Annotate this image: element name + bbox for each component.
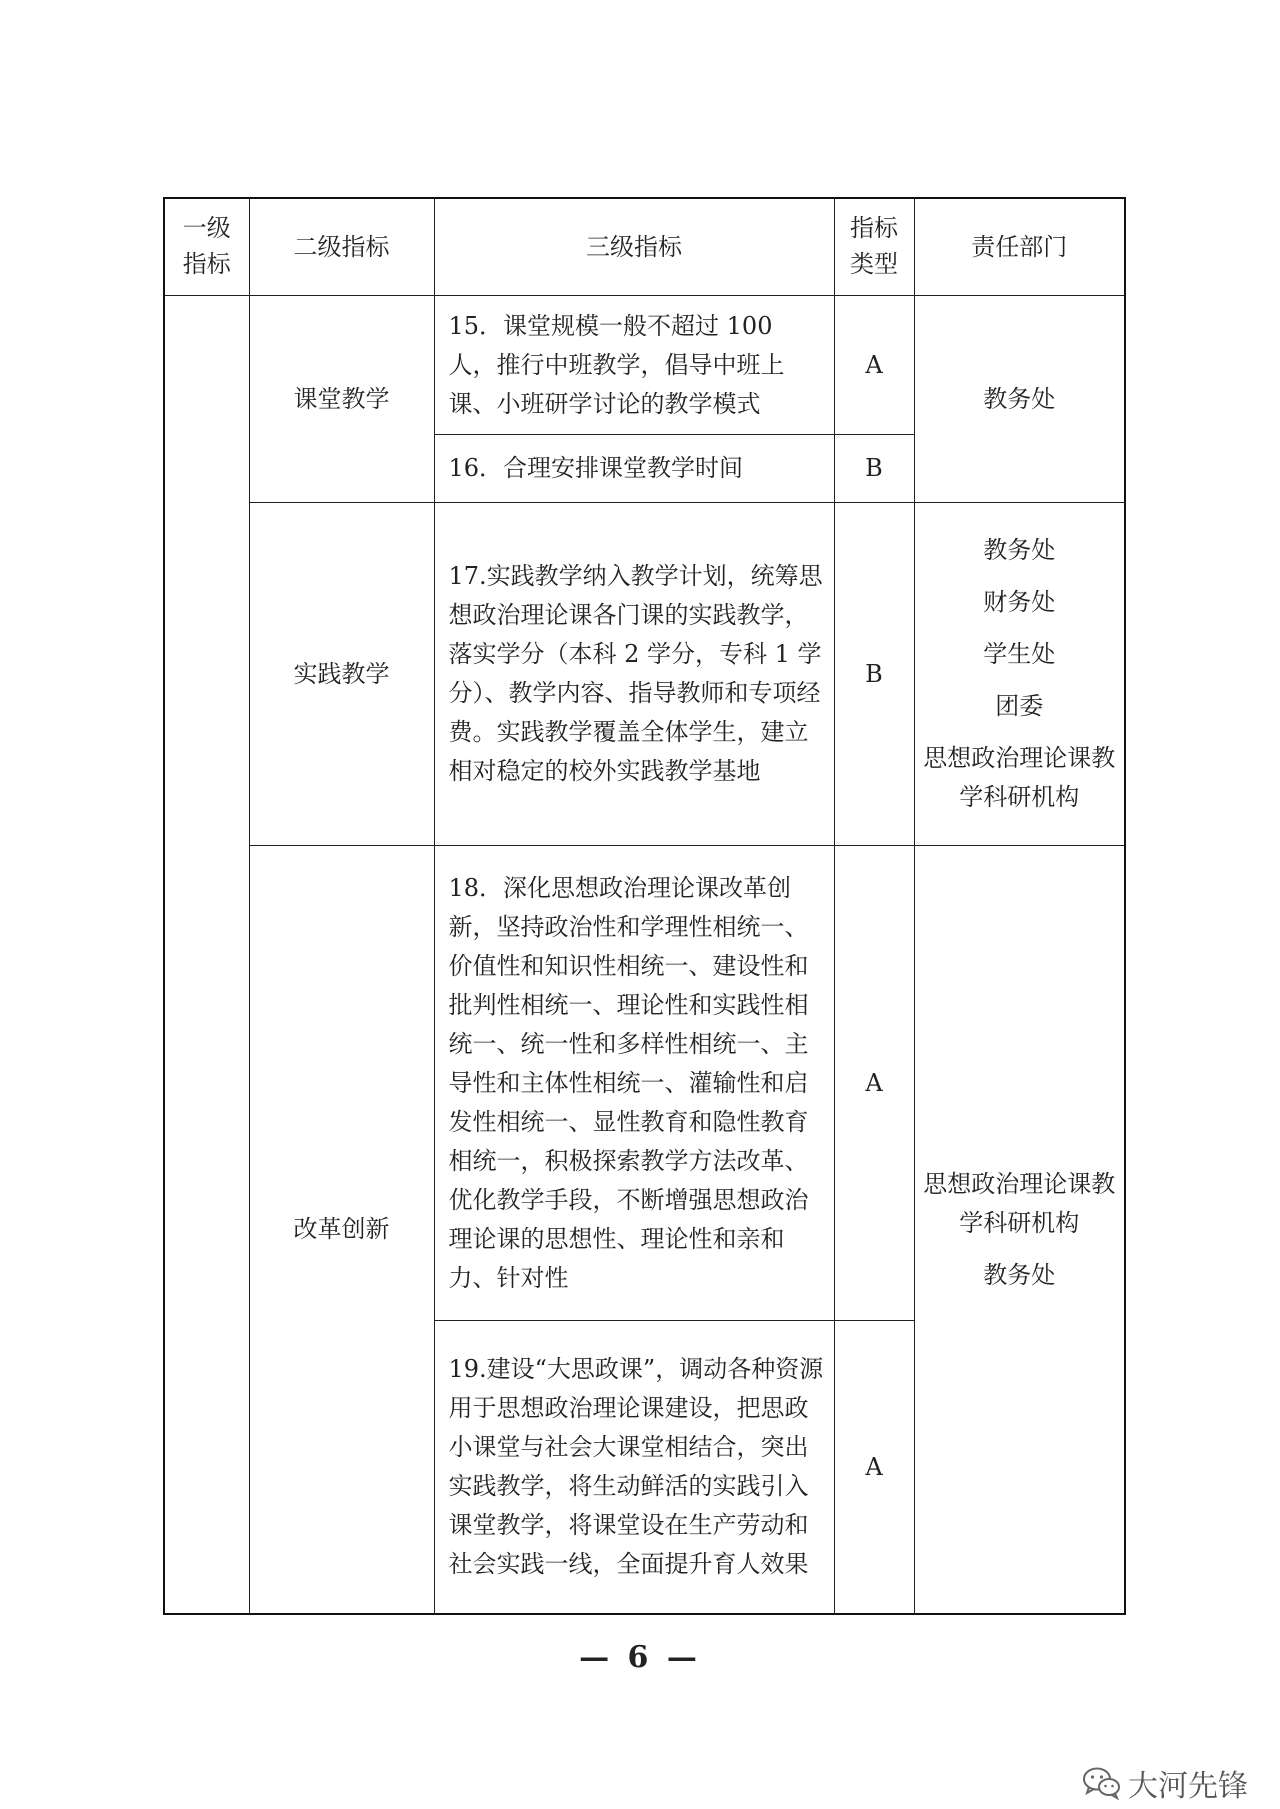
wechat-icon bbox=[1082, 1766, 1122, 1800]
dept-cell bbox=[914, 846, 1125, 1615]
level3-cell: 18．深化思想政治理论课改革创新，坚持政治性和学理性相统一、价值性和知识性相统一、建设性和批判性相统一、理论性和实践性相统一、统一性和多样性相统一、主导性和主体性相统一、灌输性和启发性相统一、显性教育和隐性教育相统一，积极探索教学方法改革、优化教学手段，不断增强思想政治理论课的思想性、理论性和亲和力、针对性 bbox=[434, 846, 834, 1321]
type-cell: A bbox=[834, 846, 914, 1321]
page-number: — 6 — bbox=[579, 1640, 701, 1675]
level2-cell: 改革创新 bbox=[249, 846, 434, 1615]
table-row bbox=[164, 296, 1125, 435]
indicator-table bbox=[163, 197, 1126, 1615]
dept-cell bbox=[914, 503, 1125, 846]
header-type-label: 指标类型 bbox=[850, 214, 898, 278]
header-level1-label: 一级指标 bbox=[182, 214, 231, 278]
type-cell: B bbox=[834, 435, 914, 503]
type-cell: A bbox=[834, 1321, 914, 1615]
dept-name: 教务处 bbox=[983, 384, 1056, 413]
header-level3: 三级指标 bbox=[434, 198, 834, 296]
dept-name: 教务处 bbox=[983, 1260, 1056, 1289]
table-row bbox=[164, 846, 1125, 1321]
type-cell: A bbox=[834, 296, 914, 435]
dept-name: 思想政治理论课教学科研机构 bbox=[923, 744, 1116, 811]
type-cell: B bbox=[834, 503, 914, 846]
header-level1 bbox=[164, 198, 249, 296]
level1-cell bbox=[164, 296, 249, 1615]
level3-cell: 15．课堂规模一般不超过 100 人，推行中班教学，倡导中班上课、小班研学讨论的教学模式 bbox=[434, 296, 834, 435]
dept-name: 财务处 bbox=[983, 588, 1056, 616]
header-level2: 二级指标 bbox=[249, 198, 434, 296]
table-header-row bbox=[164, 198, 1125, 296]
dept-name: 思想政治理论课教学科研机构 bbox=[923, 1169, 1116, 1237]
dept-name: 学生处 bbox=[983, 640, 1056, 668]
level3-cell: 17.实践教学纳入教学计划，统筹思想政治理论课各门课的实践教学，落实学分（本科 2 学分，专科 1 学分）、教学内容、指导教师和专项经费。实践教学覆盖全体学生，建立相对稳定的校外实践教学基地 bbox=[434, 503, 834, 846]
level3-cell: 19.建设“大思政课”，调动各种资源用于思想政治理论课建设，把思政小课堂与社会大课堂相结合，突出实践教学，将生动鲜活的实践引入课堂教学，将课堂设在生产劳动和社会实践一线，全面提升育人效果 bbox=[434, 1321, 834, 1615]
header-dept: 责任部门 bbox=[914, 198, 1125, 296]
dept-cell bbox=[914, 296, 1125, 503]
table-row bbox=[164, 503, 1125, 846]
dept-name: 教务处 bbox=[983, 536, 1056, 564]
level2-cell: 课堂教学 bbox=[249, 296, 434, 503]
level3-cell: 16．合理安排课堂教学时间 bbox=[434, 435, 834, 503]
level2-cell: 实践教学 bbox=[249, 503, 434, 846]
watermark bbox=[1082, 1761, 1248, 1805]
dept-name: 团委 bbox=[995, 692, 1044, 720]
header-type bbox=[834, 198, 914, 296]
watermark-text: 大河先锋 bbox=[1128, 1769, 1248, 1804]
